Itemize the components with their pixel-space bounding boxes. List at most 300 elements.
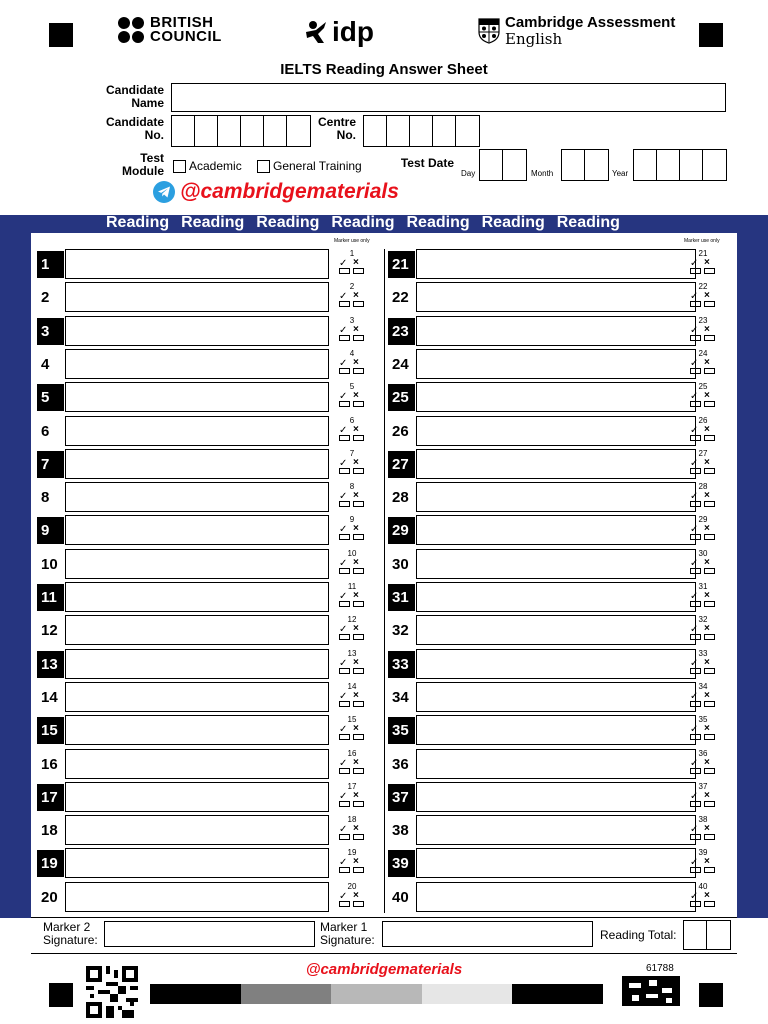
tick-mark-box[interactable] xyxy=(339,701,350,707)
question-number: 35 xyxy=(388,717,415,744)
tick-mark-box[interactable] xyxy=(339,568,350,574)
answer-row xyxy=(388,882,720,915)
question-number: 36 xyxy=(392,755,409,773)
qr-code-icon xyxy=(86,966,138,1018)
tick-icon: ✓ xyxy=(690,391,699,403)
tick-mark-box[interactable] xyxy=(339,368,350,374)
cross-mark-box[interactable] xyxy=(704,268,715,274)
answer-box[interactable] xyxy=(416,515,699,545)
marker-number: 7 xyxy=(349,448,355,458)
marker-box xyxy=(688,515,718,545)
registration-mark-bottom-right xyxy=(699,983,723,1007)
answer-row xyxy=(37,848,369,881)
answer-box[interactable] xyxy=(65,549,329,579)
marker-number: 5 xyxy=(349,382,355,392)
tick-icon: ✓ xyxy=(339,657,348,669)
answer-row xyxy=(37,482,369,515)
tick-icon: ✓ xyxy=(690,357,699,369)
marker-box xyxy=(337,615,367,645)
cross-mark-box[interactable] xyxy=(704,801,715,807)
cross-icon: × xyxy=(704,556,710,568)
tick-icon: ✓ xyxy=(690,524,699,536)
tick-mark-box[interactable] xyxy=(690,468,701,474)
tick-mark-box[interactable] xyxy=(339,668,350,674)
marker-number: 25 xyxy=(698,382,708,392)
british-council-line-2: COUNCIL xyxy=(150,28,222,45)
telegram-icon xyxy=(153,181,175,203)
answer-box[interactable] xyxy=(416,815,699,845)
marker-number: 28 xyxy=(698,482,708,492)
cross-mark-box[interactable] xyxy=(704,734,715,740)
tick-mark-box[interactable] xyxy=(339,867,350,873)
marker-box xyxy=(688,549,718,579)
cross-mark-box[interactable] xyxy=(704,634,715,640)
year-label: Year xyxy=(612,169,629,178)
cross-mark-box[interactable] xyxy=(704,768,715,774)
tick-mark-box[interactable] xyxy=(690,368,701,374)
marker-box xyxy=(337,416,367,446)
month-field[interactable] xyxy=(561,149,609,181)
tick-mark-box[interactable] xyxy=(690,634,701,640)
cross-mark-box[interactable] xyxy=(353,335,364,341)
question-number: 34 xyxy=(392,688,409,706)
cross-mark-box[interactable] xyxy=(353,701,364,707)
answer-box[interactable] xyxy=(416,848,699,878)
answer-row xyxy=(388,682,720,715)
answer-box[interactable] xyxy=(416,349,699,379)
tick-mark-box[interactable] xyxy=(690,834,701,840)
british-council-line-1: BRITISH xyxy=(150,14,214,31)
answer-box[interactable] xyxy=(416,449,699,479)
tick-mark-box[interactable] xyxy=(690,867,701,873)
cross-mark-box[interactable] xyxy=(353,534,364,540)
cross-mark-box[interactable] xyxy=(353,501,364,507)
tick-mark-box[interactable] xyxy=(339,501,350,507)
cross-mark-box[interactable] xyxy=(353,468,364,474)
tick-icon: ✓ xyxy=(690,757,699,769)
marker-box xyxy=(337,882,367,912)
answer-box[interactable] xyxy=(416,749,699,779)
answer-row xyxy=(37,615,369,648)
cross-mark-box[interactable] xyxy=(353,734,364,740)
answer-box[interactable] xyxy=(65,582,329,612)
cross-mark-box[interactable] xyxy=(704,601,715,607)
band-word: Reading xyxy=(556,214,620,231)
tick-icon: ✓ xyxy=(339,690,348,702)
cross-mark-box[interactable] xyxy=(353,401,364,407)
cross-mark-box[interactable] xyxy=(704,368,715,374)
centre-no-label: Centre No. xyxy=(317,115,356,142)
cambridge-line-1: Cambridge Assessment xyxy=(505,14,676,31)
candidate-no-field[interactable] xyxy=(171,115,311,147)
cross-icon: × xyxy=(704,756,710,768)
cross-icon: × xyxy=(353,390,359,402)
candidate-no-label: Candidate No. xyxy=(105,115,164,142)
candidate-name-field[interactable] xyxy=(171,83,726,112)
cross-icon: × xyxy=(704,356,710,368)
tick-mark-box[interactable] xyxy=(690,801,701,807)
cross-icon: × xyxy=(353,356,359,368)
answer-row xyxy=(388,282,720,315)
cross-mark-box[interactable] xyxy=(353,801,364,807)
marker2-label: Marker 2 Signature: xyxy=(43,920,98,947)
question-number: 31 xyxy=(388,584,415,611)
tick-icon: ✓ xyxy=(339,591,348,602)
cross-mark-box[interactable] xyxy=(353,901,364,907)
tick-icon: ✓ xyxy=(339,524,348,536)
cross-mark-box[interactable] xyxy=(704,468,715,474)
reading-total-field[interactable] xyxy=(683,920,731,950)
question-number: 4 xyxy=(41,355,50,373)
tick-mark-box[interactable] xyxy=(690,435,701,441)
british-council-dots-icon xyxy=(118,17,144,43)
tick-mark-box[interactable] xyxy=(690,568,701,574)
band-word: Reading xyxy=(331,214,395,231)
tick-icon: ✓ xyxy=(339,790,348,802)
answer-box[interactable] xyxy=(416,615,699,645)
answer-box[interactable] xyxy=(65,249,329,279)
tick-mark-box[interactable] xyxy=(339,834,350,840)
marker-box xyxy=(337,382,367,412)
tick-icon: ✓ xyxy=(690,790,699,802)
cross-mark-box[interactable] xyxy=(353,834,364,840)
marker-box xyxy=(688,848,718,878)
cross-mark-box[interactable] xyxy=(353,268,364,274)
question-number: 6 xyxy=(41,422,50,440)
cross-mark-box[interactable] xyxy=(704,435,715,441)
cross-icon: × xyxy=(353,323,359,335)
cross-icon: × xyxy=(353,523,359,535)
footer-handle: @cambridgematerials xyxy=(305,961,463,978)
answer-box[interactable] xyxy=(65,615,329,645)
year-field[interactable] xyxy=(633,149,727,181)
tick-mark-box[interactable] xyxy=(339,534,350,540)
answer-row xyxy=(388,749,720,782)
answer-box[interactable] xyxy=(416,482,699,512)
marker-box xyxy=(688,316,718,346)
cross-mark-box[interactable] xyxy=(353,301,364,307)
answer-box[interactable] xyxy=(416,316,699,346)
marker-number: 15 xyxy=(347,715,357,725)
answer-box[interactable] xyxy=(65,449,329,479)
marker-note-right: Marker use only xyxy=(684,238,720,244)
month-label: Month xyxy=(531,169,554,178)
centre-no-field[interactable] xyxy=(363,115,480,147)
question-number: 37 xyxy=(388,784,415,811)
tick-mark-box[interactable] xyxy=(690,335,701,341)
marker-box xyxy=(688,749,718,779)
cross-mark-box[interactable] xyxy=(704,301,715,307)
cross-icon: × xyxy=(704,456,710,468)
tick-mark-box[interactable] xyxy=(690,734,701,740)
cross-icon: × xyxy=(353,490,359,502)
cross-mark-box[interactable] xyxy=(704,901,715,907)
cross-icon: × xyxy=(704,257,710,268)
cross-icon: × xyxy=(353,623,359,635)
marker-number: 35 xyxy=(698,715,708,725)
answer-box[interactable] xyxy=(416,382,699,412)
tick-mark-box[interactable] xyxy=(339,801,350,807)
cross-icon: × xyxy=(353,590,359,601)
tick-mark-box[interactable] xyxy=(339,634,350,640)
answer-box[interactable] xyxy=(416,549,699,579)
question-number: 5 xyxy=(37,384,64,411)
marker-box xyxy=(688,682,718,712)
tick-icon: ✓ xyxy=(339,391,348,403)
academic-checkbox[interactable] xyxy=(173,160,186,173)
tick-mark-box[interactable] xyxy=(690,268,701,274)
question-number: 28 xyxy=(392,489,409,507)
answer-box[interactable] xyxy=(65,382,329,412)
answer-box[interactable] xyxy=(65,815,329,845)
tick-mark-box[interactable] xyxy=(339,335,350,341)
tick-mark-box[interactable] xyxy=(339,601,350,607)
cross-icon: × xyxy=(353,290,359,302)
marker1-label: Marker 1 Signature: xyxy=(320,920,375,947)
question-number: 16 xyxy=(41,755,58,773)
marker-box xyxy=(688,649,718,679)
marker-box xyxy=(688,349,718,379)
question-number: 20 xyxy=(41,888,58,906)
registration-mark-top-left xyxy=(49,23,73,47)
page-title: IELTS Reading Answer Sheet xyxy=(280,61,488,78)
answer-box[interactable] xyxy=(65,349,329,379)
question-number: 17 xyxy=(37,784,64,811)
tick-icon: ✓ xyxy=(339,824,348,836)
answer-box[interactable] xyxy=(416,782,699,812)
answer-box[interactable] xyxy=(65,782,329,812)
marker-number: 6 xyxy=(349,415,355,425)
marker-number: 22 xyxy=(698,282,708,292)
cross-icon: × xyxy=(704,490,710,502)
marker-box xyxy=(337,282,367,312)
answer-box[interactable] xyxy=(65,682,329,712)
tick-mark-box[interactable] xyxy=(339,734,350,740)
answer-box[interactable] xyxy=(65,316,329,346)
marker-box xyxy=(337,549,367,579)
question-number: 15 xyxy=(37,717,64,744)
day-field[interactable] xyxy=(479,149,527,181)
footer-top-line xyxy=(31,917,737,918)
answer-box[interactable] xyxy=(65,282,329,312)
cross-mark-box[interactable] xyxy=(353,435,364,441)
answer-row xyxy=(388,482,720,515)
marker-box xyxy=(337,349,367,379)
tick-mark-box[interactable] xyxy=(690,301,701,307)
tick-mark-box[interactable] xyxy=(339,401,350,407)
cross-mark-box[interactable] xyxy=(704,335,715,341)
answer-row xyxy=(37,749,369,782)
cross-icon: × xyxy=(353,257,359,268)
answer-box[interactable] xyxy=(416,582,699,612)
tick-mark-box[interactable] xyxy=(690,534,701,540)
answer-box[interactable] xyxy=(416,715,699,745)
answer-row xyxy=(37,549,369,582)
tick-icon: ✓ xyxy=(690,657,699,669)
answer-row xyxy=(37,382,369,415)
tick-icon: ✓ xyxy=(339,424,348,436)
cross-mark-box[interactable] xyxy=(353,634,364,640)
answer-box[interactable] xyxy=(416,649,699,679)
answer-box[interactable] xyxy=(416,282,699,312)
answer-box[interactable] xyxy=(416,416,699,446)
marker2-signature-field[interactable] xyxy=(104,921,315,947)
marker-number: 29 xyxy=(698,515,708,525)
cross-icon: × xyxy=(704,423,710,435)
sheet-code: 61788 xyxy=(646,963,674,974)
answer-box[interactable] xyxy=(65,649,329,679)
tick-mark-box[interactable] xyxy=(690,701,701,707)
marker-number: 32 xyxy=(698,615,708,625)
answer-box[interactable] xyxy=(65,715,329,745)
answer-box[interactable] xyxy=(65,848,329,878)
cambridge-shield-icon xyxy=(478,18,500,44)
tick-icon: ✓ xyxy=(690,724,699,736)
grayscale-strip-mid xyxy=(331,984,422,1004)
marker-number: 14 xyxy=(347,681,357,691)
footer-bottom-line xyxy=(31,953,737,954)
marker-box xyxy=(337,782,367,812)
question-number: 13 xyxy=(37,651,64,678)
academic-label: Academic xyxy=(189,159,242,173)
band-word: Reading xyxy=(406,214,470,231)
tick-icon: ✓ xyxy=(339,258,348,269)
cross-mark-box[interactable] xyxy=(704,701,715,707)
tick-icon: ✓ xyxy=(339,724,348,736)
marker-number: 33 xyxy=(698,648,708,658)
marker-box xyxy=(688,882,718,912)
answer-row xyxy=(388,382,720,415)
cross-icon: × xyxy=(353,823,359,835)
barcode-icon xyxy=(622,976,680,1006)
cambridge-line-2: English xyxy=(505,30,563,48)
question-number: 23 xyxy=(388,318,415,345)
marker-box xyxy=(337,649,367,679)
marker-number: 36 xyxy=(698,748,708,758)
cross-icon: × xyxy=(353,756,359,768)
tick-icon: ✓ xyxy=(339,491,348,503)
question-number: 8 xyxy=(41,489,50,507)
marker-box xyxy=(688,282,718,312)
answer-box[interactable] xyxy=(65,482,329,512)
cross-icon: × xyxy=(353,656,359,668)
general-training-label: General Training xyxy=(273,159,362,173)
cambridge-assessment-logo xyxy=(478,15,675,47)
answer-box[interactable] xyxy=(65,416,329,446)
cross-mark-box[interactable] xyxy=(353,768,364,774)
question-number: 19 xyxy=(37,850,64,877)
cross-mark-box[interactable] xyxy=(704,834,715,840)
tick-icon: ✓ xyxy=(690,457,699,469)
marker-number: 16 xyxy=(347,748,357,758)
cross-mark-box[interactable] xyxy=(704,501,715,507)
grayscale-strip-black-1 xyxy=(150,984,241,1004)
cross-icon: × xyxy=(353,456,359,468)
marker-number: 30 xyxy=(698,548,708,558)
cross-icon: × xyxy=(353,789,359,801)
question-number: 33 xyxy=(388,651,415,678)
cross-mark-box[interactable] xyxy=(704,534,715,540)
question-number: 9 xyxy=(37,517,64,544)
answer-row xyxy=(388,715,720,748)
answer-row xyxy=(37,249,369,282)
tick-mark-box[interactable] xyxy=(339,901,350,907)
answer-box[interactable] xyxy=(65,515,329,545)
answer-box[interactable] xyxy=(65,749,329,779)
tick-icon: ✓ xyxy=(690,857,699,869)
tick-icon: ✓ xyxy=(339,357,348,369)
tick-mark-box[interactable] xyxy=(339,301,350,307)
marker-box xyxy=(337,848,367,878)
cross-mark-box[interactable] xyxy=(353,601,364,607)
tick-mark-box[interactable] xyxy=(690,601,701,607)
cross-mark-box[interactable] xyxy=(353,668,364,674)
answer-box[interactable] xyxy=(65,882,329,912)
tick-icon: ✓ xyxy=(690,824,699,836)
answer-box[interactable] xyxy=(416,249,699,279)
answer-box[interactable] xyxy=(416,682,699,712)
cross-mark-box[interactable] xyxy=(704,867,715,873)
tick-mark-box[interactable] xyxy=(690,401,701,407)
column-divider xyxy=(384,249,385,913)
cross-mark-box[interactable] xyxy=(704,401,715,407)
marker-box xyxy=(337,582,367,612)
answer-row xyxy=(388,416,720,449)
tick-mark-box[interactable] xyxy=(690,501,701,507)
answer-row xyxy=(388,515,720,548)
cross-mark-box[interactable] xyxy=(704,568,715,574)
question-number: 32 xyxy=(392,622,409,640)
cross-icon: × xyxy=(704,290,710,302)
marker-box xyxy=(337,316,367,346)
test-date-label: Test Date xyxy=(400,156,454,170)
cross-icon: × xyxy=(704,390,710,402)
marker-number: 11 xyxy=(347,582,357,591)
marker-box xyxy=(337,749,367,779)
marker-box xyxy=(337,482,367,512)
tick-mark-box[interactable] xyxy=(339,468,350,474)
tick-mark-box[interactable] xyxy=(339,435,350,441)
answer-box[interactable] xyxy=(416,882,699,912)
question-number: 3 xyxy=(37,318,64,345)
cross-mark-box[interactable] xyxy=(353,568,364,574)
general-training-checkbox[interactable] xyxy=(257,160,270,173)
marker-box xyxy=(688,815,718,845)
band-word: Reading xyxy=(106,214,170,231)
cross-mark-box[interactable] xyxy=(353,368,364,374)
cross-mark-box[interactable] xyxy=(353,867,364,873)
answer-row xyxy=(388,649,720,682)
band-word: Reading xyxy=(256,214,320,231)
tick-icon: ✓ xyxy=(690,258,699,269)
tick-mark-box[interactable] xyxy=(690,668,701,674)
question-number: 26 xyxy=(392,422,409,440)
tick-mark-box[interactable] xyxy=(339,768,350,774)
tick-mark-box[interactable] xyxy=(339,268,350,274)
cross-mark-box[interactable] xyxy=(704,668,715,674)
registration-mark-bottom-left xyxy=(49,983,73,1007)
marker-number: 10 xyxy=(347,548,357,558)
marker1-signature-field[interactable] xyxy=(382,921,593,947)
answer-row xyxy=(388,549,720,582)
cross-icon: × xyxy=(704,689,710,701)
marker-number: 21 xyxy=(698,249,708,258)
tick-icon: ✓ xyxy=(339,624,348,636)
tick-mark-box[interactable] xyxy=(690,768,701,774)
tick-icon: ✓ xyxy=(690,890,699,902)
tick-mark-box[interactable] xyxy=(690,901,701,907)
answer-row xyxy=(388,249,720,282)
